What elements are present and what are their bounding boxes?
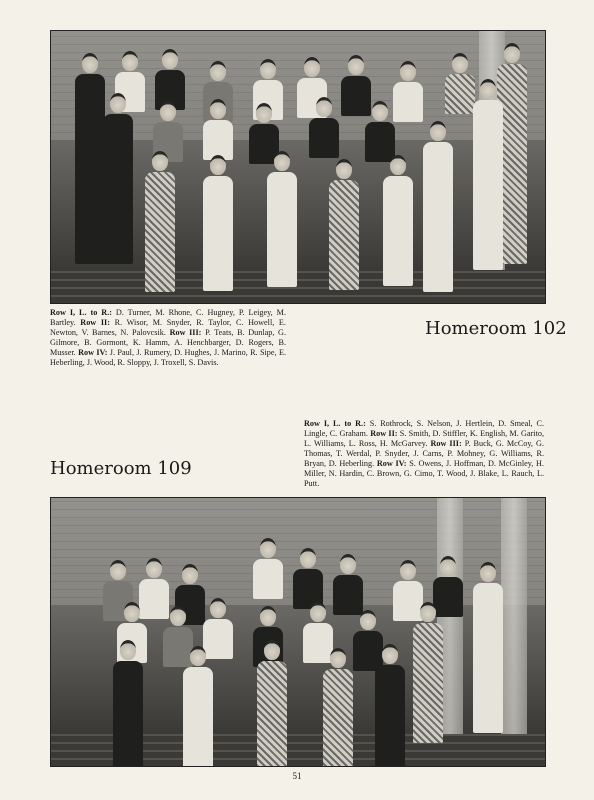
- student: [381, 155, 415, 286]
- student: [307, 97, 341, 158]
- student: [411, 602, 445, 743]
- student: [327, 159, 361, 290]
- student: [101, 93, 135, 264]
- row-names: P. Buck, G. McCoy, G. Thomas, T. Werdal, P. Snyder, J. Carns, P. Mohney, G. Williams, R. Bryan, D. Heberling.: [304, 439, 544, 468]
- row-label: Row I, L. to R.:: [304, 419, 366, 428]
- student: [255, 640, 289, 767]
- row-names: S. Smith, D. Stiffler, K. English, M. Garito, L. Williams, L. Ross, H. McGarvey.: [304, 429, 544, 448]
- student: [471, 562, 505, 733]
- row-label: Row III:: [169, 328, 202, 337]
- row-names: S. Rothrock, S. Nelson, J. Hertlein, D. Smeal, C. Lingle, C. Graham.: [304, 419, 544, 438]
- student: [251, 538, 285, 599]
- student: [331, 554, 365, 615]
- homeroom-109-photo: [50, 497, 546, 767]
- student: [291, 548, 325, 609]
- page-number: 51: [292, 771, 302, 781]
- student: [421, 121, 455, 292]
- row-label: Row I, L. to R.:: [50, 308, 112, 317]
- row-label: Row IV:: [78, 348, 108, 357]
- student: [265, 151, 299, 287]
- row-names: J. Paul, J. Rumery, D. Hughes, J. Marino, R. Sipe, E. Heberling, J. Wood, R. Sloppy, J. Troxell, S. Davis.: [50, 348, 286, 367]
- student: [181, 646, 215, 767]
- student: [201, 155, 235, 291]
- student: [373, 644, 407, 767]
- homeroom-109-heading: Homeroom 109: [50, 458, 192, 479]
- student: [363, 101, 397, 162]
- row-names: R. Wisor, M. Snyder, R. Taylor, C. Howell, E. Newton, V. Barnes, N. Palovcsik.: [50, 318, 286, 337]
- student: [471, 79, 505, 270]
- student: [201, 99, 235, 160]
- student: [143, 151, 177, 292]
- row-names: S. Owens, J. Hoffman, D. McGinley, H. Miller, N. Hardin, C. Brown, G. Cimo, T. Wood, J. Blake, L. Rauch, L. Putt.: [304, 459, 544, 488]
- homeroom-102-caption: [50, 308, 286, 368]
- row-names: D. Turner, M. Rhone, C. Hugney, P. Leigey, M. Bartley.: [50, 308, 286, 327]
- row-label: Row II:: [370, 429, 398, 438]
- homeroom-102-heading: Homeroom 102: [425, 318, 567, 339]
- row-label: Row IV:: [376, 459, 407, 468]
- homeroom-109-caption: [304, 419, 544, 489]
- homeroom-102-photo: [50, 30, 546, 304]
- row-label: Row II:: [80, 318, 110, 327]
- student: [321, 648, 355, 767]
- row-names: P. Teats, B. Dunlap, G. Gilmore, B. Gormont, K. Hamm, A. Henchbarger, D. Rogers, B. Musser.: [50, 328, 286, 357]
- student: [111, 640, 145, 767]
- row-label: Row III:: [430, 439, 462, 448]
